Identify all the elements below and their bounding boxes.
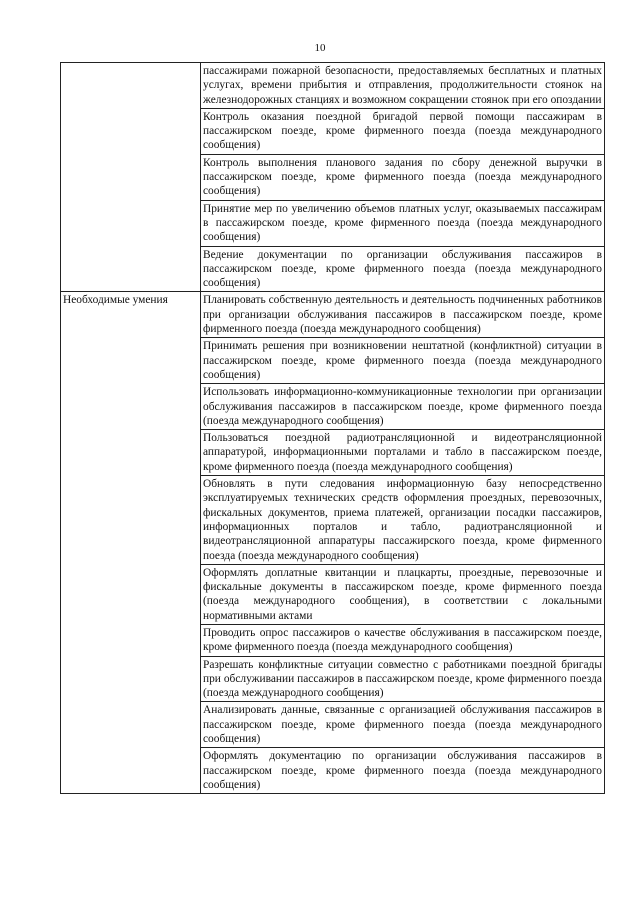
table-cell: Анализировать данные, связанные с организацией обслуживания пассажиров в пассажирском поезде, кроме фирменного поезда (поезда международного сообщения) bbox=[201, 702, 605, 748]
table-cell: Проводить опрос пассажиров о качестве обслуживания в пассажирском поезде, кроме фирменного поезда (поезда международного сообщения) bbox=[201, 624, 605, 656]
table-cell: Использовать информационно-коммуникационные технологии при организации обслуживания пассажиров в пассажирском поезде, кроме фирменного поезда (поезда международного сообщения) bbox=[201, 384, 605, 430]
table-cell: Контроль выполнения планового задания по сбору денежной выручки в пассажирском поезде, кроме фирменного поезда (поезда международного сообщения) bbox=[201, 154, 605, 200]
table-cell: Разрешать конфликтные ситуации совместно с работниками поездной бригады при обслуживании пассажиров в пассажирском поезде, кроме фирменного поезда (поезда международного сообщения) bbox=[201, 656, 605, 702]
table-cell: Принимать решения при возникновении нештатной (конфликтной) ситуации в пассажирском поезде, кроме фирменного поезда (поезда международного сообщения) bbox=[201, 338, 605, 384]
table-cell: Контроль оказания поездной бригадой первой помощи пассажирам в пассажирском поезде, кроме фирменного поезда (поезда международного сообщения) bbox=[201, 108, 605, 154]
table-row bbox=[61, 63, 605, 109]
table-cell: Принятие мер по увеличению объемов платных услуг, оказываемых пассажирам в пассажирском поезде, кроме фирменного поезда (поезда международного сообщения) bbox=[201, 200, 605, 246]
row-label-required-skills: Необходимые умения bbox=[61, 292, 201, 794]
table-cell: Пользоваться поездной радиотрансляционной и видеотрансляционной аппаратурой, информационными порталами и табло в пассажирском поезде, кроме фирменного поезда (поезда международного сообщения) bbox=[201, 430, 605, 476]
table-cell: Оформлять документацию по организации обслуживания пассажиров в пассажирском поезде, кроме фирменного поезда (поезда международного сообщения) bbox=[201, 748, 605, 794]
table-cell: пассажирами пожарной безопасности, предоставляемых бесплатных и платных услугах, времени прибытия и отправления, продолжительности стоянок на железнодорожных станциях и возможном сокращении стоянок при его опоздании bbox=[201, 63, 605, 109]
row-label bbox=[61, 63, 201, 292]
table-row bbox=[61, 292, 605, 338]
table-cell: Оформлять доплатные квитанции и плацкарты, проездные, перевозочные и фискальные документы в пассажирском поезде, кроме фирменного поезда (поезда международного сообщения), в соответствии с локальными нормативными актами bbox=[201, 564, 605, 624]
table-cell: Ведение документации по организации обслуживания пассажиров в пассажирском поезде, кроме фирменного поезда (поезда международного сообщения) bbox=[201, 246, 605, 292]
table-cell: Обновлять в пути следования информационную базу непосредственно эксплуатируемых технических средств оформления проездных, перевозочных, фискальных документов, приема платежей, организации посадки пассажиров, информационных порталов и табло, радиотрансляционной и видеотрансляционной аппаратуры пассажирского поезда, кроме фирменного поезда (поезда международного сообщения) bbox=[201, 476, 605, 565]
page-number: 10 bbox=[314, 42, 326, 54]
requirements-table bbox=[60, 62, 605, 794]
table-cell: Планировать собственную деятельность и деятельность подчиненных работников при организации обслуживания пассажиров в пассажирском поезде, кроме фирменного поезда (поезда международного сообщения) bbox=[201, 292, 605, 338]
